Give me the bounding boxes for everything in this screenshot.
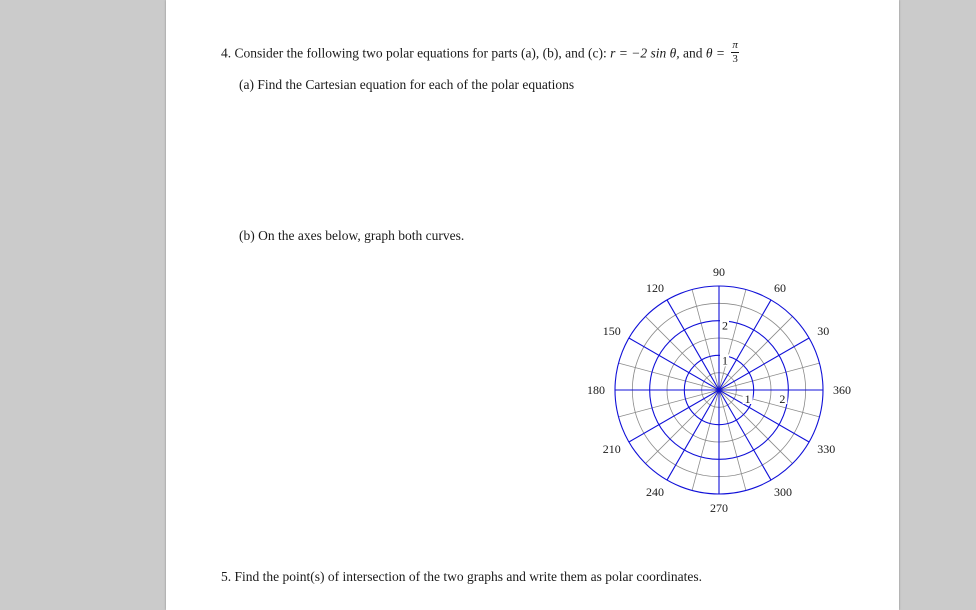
angle-label-150: 150	[602, 324, 621, 338]
angle-label-360: 360	[833, 383, 851, 397]
equation-r: r = −2 sin θ,	[610, 45, 680, 61]
part-b-label: (b)	[239, 228, 255, 243]
angle-label-270: 270	[710, 501, 728, 515]
angle-label-30: 30	[817, 324, 830, 338]
angle-label-240: 240	[646, 485, 664, 500]
radius-label-up-1: 1	[722, 353, 728, 368]
angle-label-210: 210	[602, 442, 621, 456]
question-4-number: 4.	[221, 45, 232, 61]
question-5-text: Find the point(s) of intersection of the two graphs and write them as polar coordinates.	[234, 569, 703, 584]
polar-grid	[166, 0, 899, 610]
major-spoke-240	[667, 390, 719, 480]
radius-label-right-1: 1	[744, 392, 751, 406]
angle-label-90: 90	[713, 265, 725, 279]
part-b-text: On the axes below, graph both curves.	[258, 228, 465, 243]
worksheet-page	[166, 0, 899, 610]
equation-theta-lhs: θ =	[705, 45, 726, 61]
major-spoke-210	[629, 390, 719, 442]
major-spoke-120	[667, 300, 719, 390]
and-word: and	[683, 45, 703, 61]
major-spoke-30	[719, 338, 809, 390]
angle-label-60: 60	[774, 280, 786, 295]
major-spoke-150	[629, 338, 719, 390]
major-spoke-330	[719, 390, 809, 442]
radius-label-up-2: 2	[722, 318, 728, 333]
radius-label-right-2: 2	[779, 392, 786, 406]
fraction-denominator: 3	[732, 53, 738, 65]
angle-label-330: 330	[817, 442, 836, 456]
angle-label-300: 300	[774, 485, 792, 500]
part-a-label: (a)	[239, 77, 254, 92]
angle-label-180: 180	[587, 383, 605, 397]
major-spoke-60	[719, 300, 771, 390]
question-5-number: 5.	[221, 569, 232, 584]
fraction-numerator: π	[732, 39, 738, 51]
part-a-text: Find the Cartesian equation for each of the polar equations	[257, 77, 575, 92]
angle-label-120: 120	[646, 280, 664, 295]
question-4-text: Consider the following two polar equations for parts (a), (b), and (c):	[234, 45, 607, 61]
